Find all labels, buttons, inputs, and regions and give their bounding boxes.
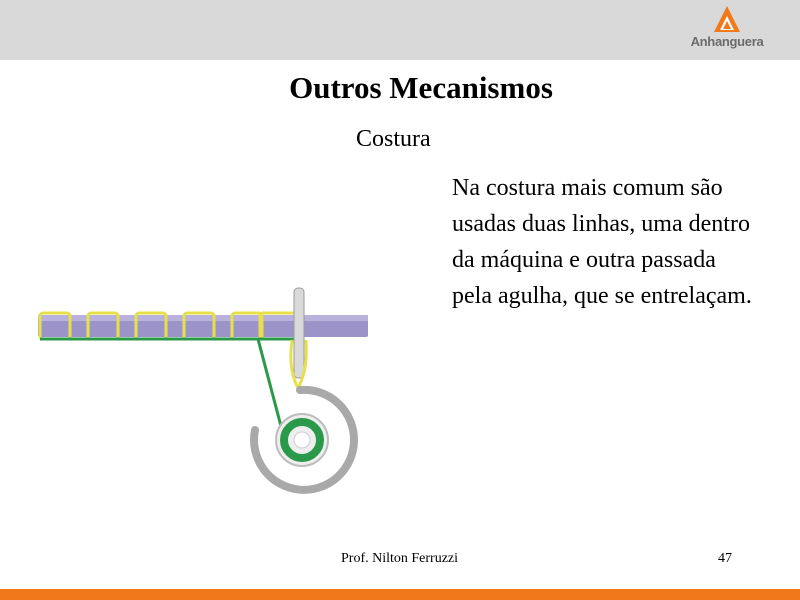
- footer-bar: [0, 589, 800, 600]
- slide-title: Outros Mecanismos: [289, 70, 553, 105]
- header-band: [0, 0, 800, 60]
- bobbin-thread: [258, 339, 282, 430]
- logo-text: Anhanguera: [690, 34, 764, 49]
- sewing-stitch-diagram: [30, 280, 380, 500]
- slide-subtitle: Costura: [356, 126, 431, 152]
- bobbin-hook: [254, 390, 354, 490]
- logo-mark-icon: [712, 4, 742, 34]
- slide-body-text: Na costura mais comum são usadas duas linhas, uma dentro da máquina e outra passada pela agulha, que se entrelaçam.: [452, 175, 752, 309]
- footer-author: Prof. Nilton Ferruzzi: [341, 551, 459, 566]
- anhanguera-logo: [682, 4, 772, 56]
- page-number: 47: [718, 551, 732, 566]
